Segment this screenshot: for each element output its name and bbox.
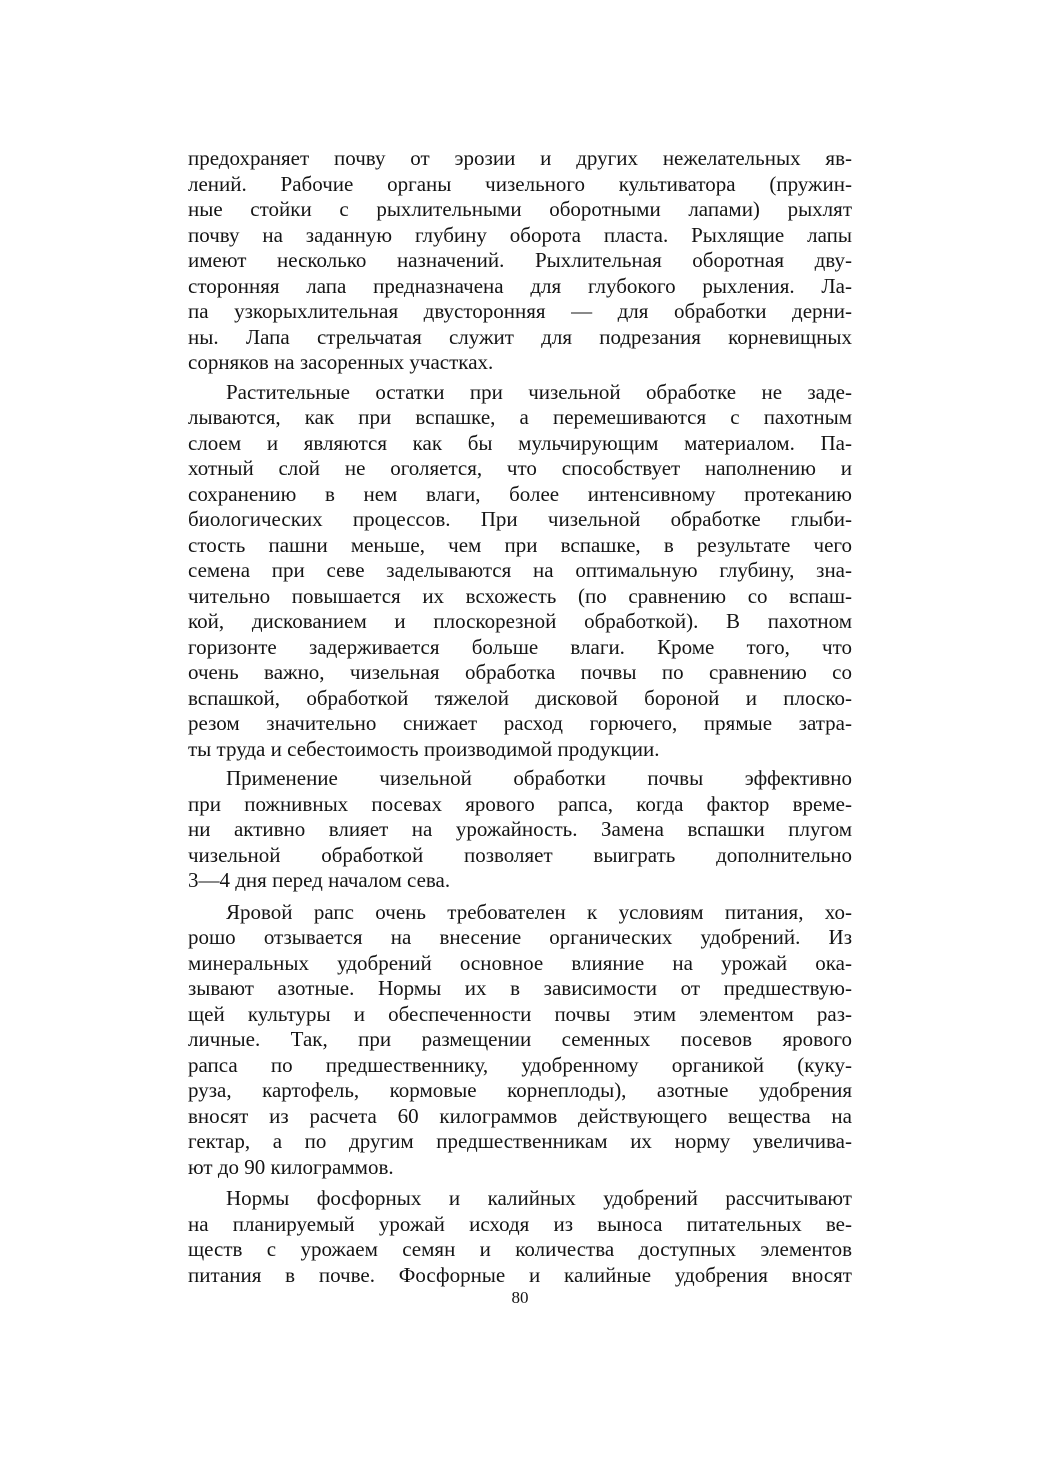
- text-line: зывают азотные. Нормы их в зависимости от предшествую-: [188, 976, 852, 1000]
- text-line: ны. Лапа стрельчатая служит для подрезания корневищных: [188, 324, 852, 349]
- paragraph: [188, 380, 852, 763]
- text-line: биологических процессов. При чизельной обработке глыби-: [188, 507, 852, 531]
- text-line: чительно повышается их всхожесть (по сравнению со вспаш-: [188, 583, 852, 608]
- text-line: ные стойки с рыхлительными оборотными лапами) рыхлят: [188, 197, 852, 221]
- text-line: на планируемый урожай исходя из выноса питательных ве-: [188, 1211, 852, 1236]
- text-line: вносят из расчета 60 килограммов действующего вещества на: [188, 1103, 852, 1128]
- text-line: минеральных удобрений основное влияние на урожай ока-: [188, 950, 852, 975]
- text-line: гектар, а по другим предшественникам их норму увеличива-: [188, 1129, 852, 1153]
- text-line: Растительные остатки при чизельной обработке не заде-: [226, 379, 852, 404]
- text-line: горизонте задерживается больше влаги. Кроме того, что: [188, 634, 852, 659]
- text-line: сорняков на засоренных участках.: [188, 350, 494, 374]
- text-line: сохранению в нем влаги, более интенсивному протеканию: [188, 481, 852, 506]
- text-line: ты труда и себестоимость производимой продукции.: [188, 736, 660, 761]
- body-text: [188, 146, 852, 1288]
- text-line: слоем и являются как бы мульчирующим материалом. Па-: [188, 430, 852, 455]
- page-number: 80: [511, 1288, 529, 1307]
- text-line: очень важно, чизельная обработка почвы по сравнению со: [188, 660, 852, 684]
- text-line: почву на заданную глубину оборота пласта. Рыхлящие лапы: [188, 222, 852, 247]
- paragraph: [188, 766, 852, 894]
- text-line: стость пашни меньше, чем при вспашке, в результате чего: [188, 532, 852, 557]
- paragraph: [188, 900, 852, 1181]
- text-line: рапса по предшественнику, удобренному органикой (куку-: [188, 1052, 852, 1077]
- text-line: имеют несколько назначений. Рыхлительная оборотная дву-: [188, 248, 852, 272]
- text-line: щей культуры и обеспеченности почвы этим элементом раз-: [188, 1001, 852, 1026]
- paragraph: [188, 1186, 852, 1288]
- text-line: рошо отзывается на внесение органических удобрений. Из: [188, 925, 852, 949]
- text-line: па узкорыхлительная двусторонняя — для обработки дерни-: [188, 299, 852, 323]
- text-line: сторонняя лапа предназначена для глубокого рыхления. Ла-: [188, 273, 852, 298]
- text-line: резом значительно снижает расход горючего, прямые затра-: [188, 711, 852, 735]
- text-line: предохраняет почву от эрозии и других нежелательных яв-: [188, 146, 852, 170]
- text-line: руза, картофель, кормовые корнеплоды), азотные удобрения: [188, 1078, 852, 1102]
- text-line: кой, дискованием и плоскорезной обработкой). В пахотном: [188, 609, 852, 633]
- text-line: ни активно влияет на урожайность. Замена вспашки плугом: [188, 817, 852, 841]
- text-line: при пожнивных посевах ярового рапса, когда фактор време-: [188, 791, 852, 816]
- text-line: хотный слой не оголяется, что способствует наполнению и: [188, 456, 852, 480]
- text-line: Нормы фосфорных и калийных удобрений рассчитывают: [226, 1186, 852, 1210]
- text-line: чизельной обработкой позволяет выиграть дополнительно: [188, 842, 852, 867]
- text-line: семена при севе заделываются на оптимальную глубину, зна-: [188, 558, 852, 582]
- text-line: ют до 90 килограммов.: [188, 1154, 394, 1179]
- text-line: лываются, как при вспашке, а перемешиваются с пахотным: [188, 405, 852, 429]
- text-line: 3—4 дня перед началом сева.: [188, 868, 451, 892]
- text-line: личные. Так, при размещении семенных посевов ярового: [188, 1027, 852, 1051]
- text-line: Яровой рапс очень требователен к условиям питания, хо-: [226, 899, 852, 924]
- text-line: питания в почве. Фосфорные и калийные удобрения вносят: [188, 1262, 852, 1287]
- text-line: лений. Рабочие органы чизельного культиватора (пружин-: [188, 171, 852, 196]
- text-line: Применение чизельной обработки почвы эффективно: [226, 766, 852, 790]
- paragraph: [188, 146, 852, 376]
- text-line: вспашкой, обработкой тяжелой дисковой бороной и плоско-: [188, 685, 852, 710]
- text-line: ществ с урожаем семян и количества доступных элементов: [188, 1237, 852, 1261]
